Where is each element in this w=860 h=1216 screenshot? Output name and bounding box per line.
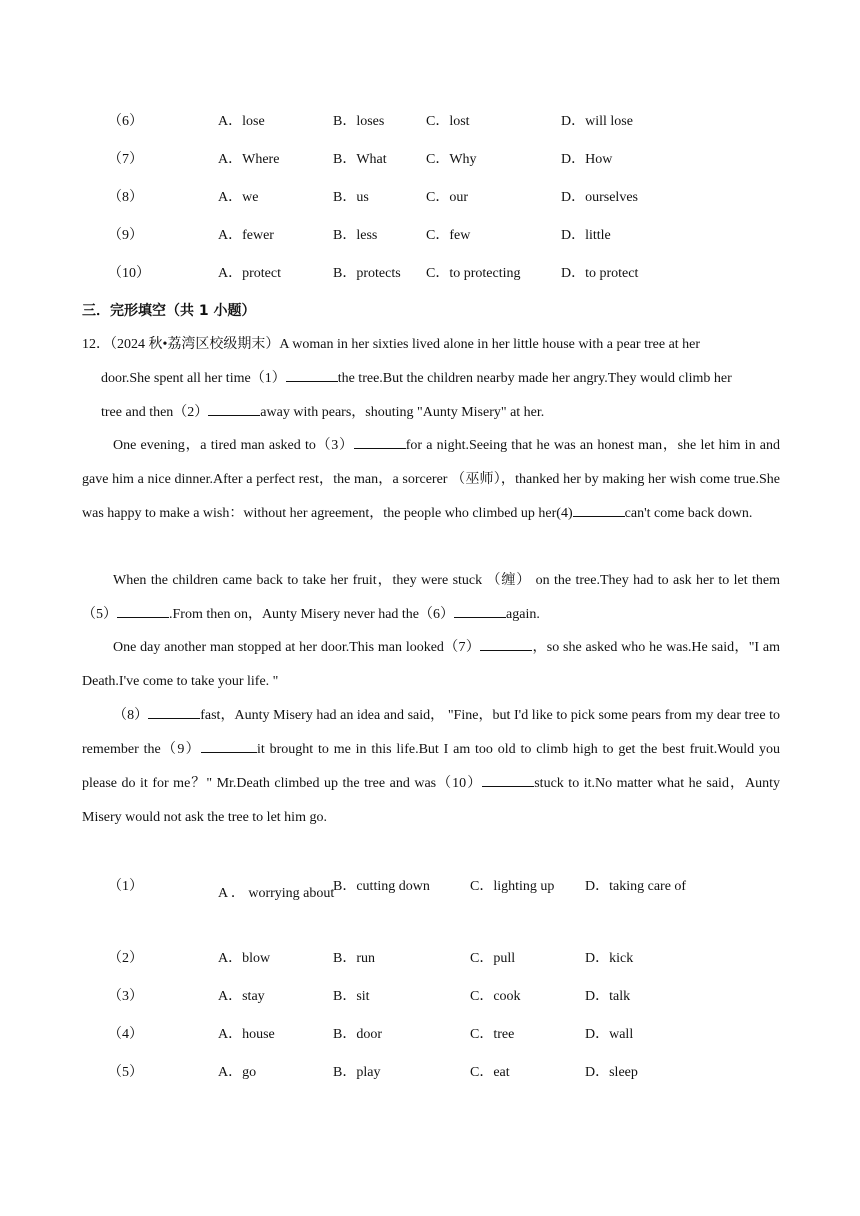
option-a: A．go [218,1065,257,1080]
answer-blank [454,603,506,618]
answer-blank [354,434,406,449]
question-number: （2） [108,951,143,966]
option-b: B．play [333,1065,381,1080]
option-row-9 [0,226,860,246]
option-a: A．protect [218,266,281,281]
answer-blank [208,401,260,416]
option-c: C．our [426,190,468,205]
option-row-2 [0,949,860,969]
option-b: B．less [333,228,378,243]
answer-blank [573,502,625,517]
option-d: D．talk [585,989,631,1004]
text-segment: When the children came back to take her fruit，they were stuck （缠） on the tree.They had to ask her to let them（5） [82,573,780,622]
option-a: A．stay [218,989,265,1004]
text-segment: for a night.Seeing that he was an honest man，she let him in and gave him a nice dinner.After a perfect rest，the man，a sorcerer （巫师），thanked her by making her wish come true.She was happy to make a wish：without her agreement，the people who climbed up her(4) [82,438,780,521]
text-segment: （8） [113,708,149,723]
passage-paragraph-2 [82,429,780,531]
option-b: B．cutting down [333,879,430,894]
question-12-line3 [82,396,780,430]
option-d: D．taking care of [585,879,687,894]
option-d: D．will lose [561,114,633,129]
answer-blank [286,367,338,382]
option-row-3 [0,987,860,1007]
question-number: （3） [108,989,143,1004]
option-a: A．we [218,190,259,205]
text-segment: ，so she asked who he was.He said，"I am Death.I've come to take your life. " [82,640,780,689]
option-c: C．to protecting [426,266,521,281]
question-number: （5） [108,1065,143,1080]
text-segment: stuck to it.No matter what he said，Aunty Misery would not ask the tree to let him go. [82,776,780,825]
option-a: A．Where [218,152,280,167]
option-c: C．lost [426,114,470,129]
text-segment: fast，Aunty Misery had an idea and said， "Fine，but I'd like to pick some pears from my dear tree to remember the（9） [82,708,780,757]
passage-paragraph-3 [82,564,780,632]
question-number: （4） [108,1027,143,1042]
text-segment: again. [506,607,540,622]
passage-paragraph-4 [82,631,780,699]
option-d: D．How [561,152,613,167]
passage-paragraph-5 [82,699,780,835]
question-number: （6） [108,114,143,129]
option-c: C．pull [470,951,516,966]
option-b: B．sit [333,989,370,1004]
question-12-paragraph [82,328,780,430]
question-number: （7） [108,152,143,167]
question-12-line1: 12．（2024 秋•荔湾区校级期末）A woman in her sixties lived alone in her little house with a pear tree at her [82,337,701,352]
option-d: D．ourselves [561,190,638,205]
text-segment: door.She spent all her time（1） [101,371,286,386]
option-c: C．tree [470,1027,515,1042]
question-number: （8） [108,190,143,205]
text-segment: .From then on，Aunty Misery never had the（6） [169,607,455,622]
answer-blank [201,738,257,753]
option-c: C．few [426,228,471,243]
answer-blank [117,603,169,618]
option-a: A ． worrying about [218,886,335,901]
option-c: C．Why [426,152,477,167]
option-b: B．door [333,1027,382,1042]
option-d: D．little [561,228,611,243]
option-c: C．lighting up [470,879,555,894]
text-segment: One day another man stopped at her door.This man looked（7） [113,640,481,655]
option-row-10 [0,264,860,284]
option-d: D．kick [585,951,634,966]
option-b: B．loses [333,114,385,129]
option-b: B．run [333,951,375,966]
option-row-6 [0,112,860,132]
question-number: （10） [108,266,150,281]
question-12-line2 [82,362,780,396]
option-row-4 [0,1025,860,1045]
option-row-8 [0,188,860,208]
option-b: B．What [333,152,387,167]
text-segment: One evening，a tired man asked to（3） [113,438,354,453]
option-b: B．us [333,190,369,205]
option-row-5 [0,1063,860,1083]
text-segment: tree and then（2） [101,405,209,420]
section-title: 三．完形填空（共 1 小题） [82,303,256,319]
question-number: （9） [108,228,143,243]
option-b: B．protects [333,266,401,281]
option-a: A．fewer [218,228,274,243]
option-d: D．to protect [561,266,639,281]
answer-blank [482,772,534,787]
question-number: （1） [108,879,143,894]
text-segment: it brought to me in this life.But I am too old to climb high to get the best fruit.Would you please do it for me？" Mr.Death climbed up the tree and was（10） [82,742,780,791]
option-c: C．cook [470,989,521,1004]
option-c: C．eat [470,1065,510,1080]
option-a: A．house [218,1027,275,1042]
text-segment: away with pears，shouting "Aunty Misery" at her. [260,405,545,420]
answer-blank [480,636,532,651]
option-row-7 [0,150,860,170]
option-row-1 [0,877,860,897]
answer-blank [148,704,200,719]
option-d: D．wall [585,1027,634,1042]
text-segment: can't come back down. [624,506,753,521]
option-a: A．blow [218,951,271,966]
option-d: D．sleep [585,1065,638,1080]
option-a: A．lose [218,114,265,129]
text-segment: the tree.But the children nearby made her angry.They would climb her [337,371,732,386]
